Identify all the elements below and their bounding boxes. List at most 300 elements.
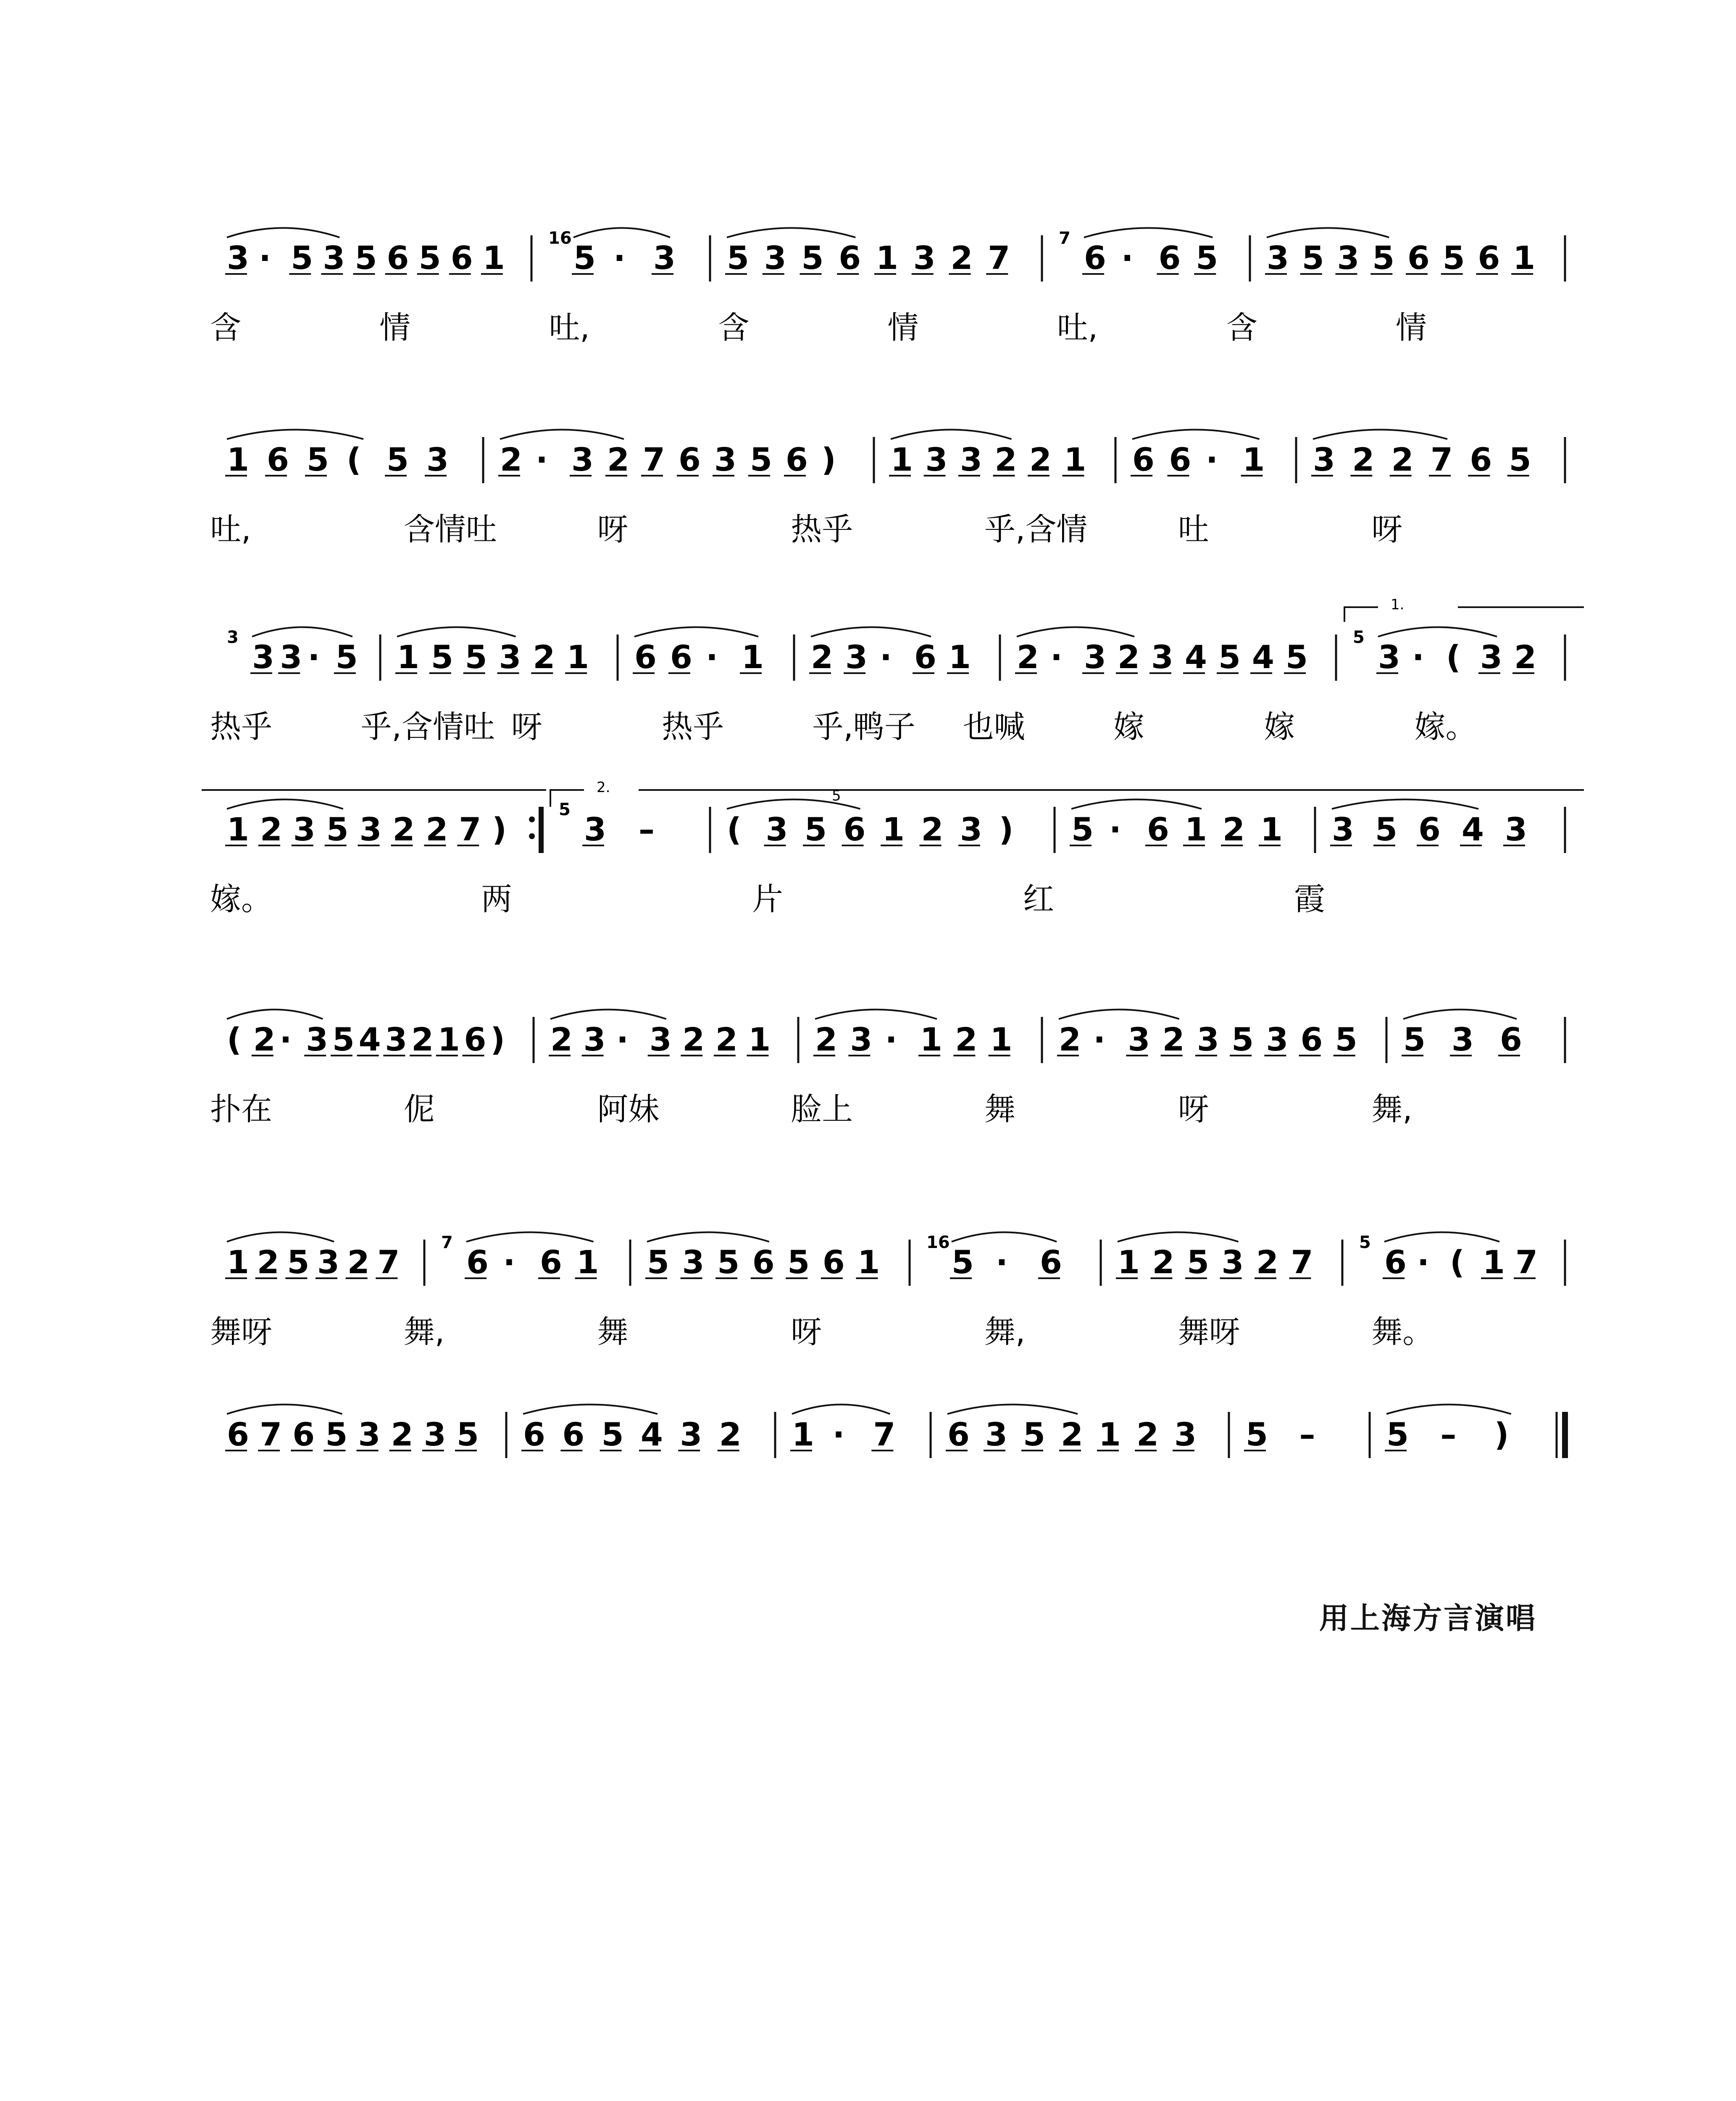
note: 4 (1252, 638, 1274, 676)
note: 6 (752, 1243, 775, 1281)
note: 2 (253, 1021, 276, 1058)
note: 5 (1071, 811, 1094, 848)
note: 5 (307, 441, 329, 478)
note: 6 (466, 1243, 489, 1281)
note: 3 (925, 441, 948, 478)
note: 1 (482, 239, 505, 276)
note: 2 (1017, 638, 1039, 676)
note: 3 (682, 1243, 705, 1281)
note: 5 (573, 239, 596, 276)
lyric-text: 吐, (210, 511, 251, 548)
lyric-text: 霞 (1294, 881, 1325, 917)
note: 2 (950, 239, 973, 276)
slur (727, 228, 855, 238)
note: 3 (764, 239, 786, 276)
note: · (1093, 1021, 1106, 1058)
note: 1 (437, 1021, 460, 1058)
note: 5 (1196, 239, 1218, 276)
note: 6 (540, 1243, 562, 1281)
slur (227, 228, 339, 238)
note: 5 (805, 811, 827, 848)
lyric-text: 乎,鸭子 (812, 709, 915, 745)
slur (815, 1010, 937, 1019)
note: – (639, 811, 655, 848)
lyric-text: 扑在 (210, 1091, 272, 1127)
slur (500, 430, 624, 440)
note: 5 (1187, 1243, 1209, 1281)
note: 2 (391, 1416, 413, 1453)
note: · (1412, 638, 1424, 676)
note: 1 (1513, 239, 1536, 276)
note: 6 (914, 638, 936, 676)
note: · (1206, 441, 1218, 478)
note: 5 (1286, 638, 1308, 676)
slur (811, 627, 931, 637)
note: · (308, 638, 320, 676)
note: 3 (850, 1021, 873, 1058)
slur (792, 1405, 890, 1414)
note: 6 (670, 638, 692, 676)
lyric-text: 两 (481, 881, 512, 917)
lyric-text: 热乎 (662, 709, 724, 745)
slur (1084, 228, 1213, 238)
note: 2 (1059, 1021, 1081, 1058)
note: 6 (1040, 1243, 1062, 1281)
note: · (616, 1021, 629, 1058)
slur (947, 1405, 1078, 1414)
note: 2 (260, 811, 282, 848)
note: · (1050, 638, 1063, 676)
note: 1 (397, 638, 419, 676)
note: 5 (287, 1243, 310, 1281)
slur (466, 1232, 594, 1242)
note: 1 (1064, 441, 1086, 478)
note: 1 (891, 441, 913, 478)
note: 5 (1375, 811, 1397, 848)
note: 1 (227, 811, 249, 848)
note: 6 (843, 811, 866, 848)
note: 5 (326, 811, 349, 848)
lyric-text: 阿妹 (597, 1091, 660, 1127)
note: 5 (456, 1416, 479, 1453)
note: 2 (921, 811, 944, 848)
note: 3 (1174, 1416, 1197, 1453)
note: 1 (876, 239, 898, 276)
note: ( (1450, 1243, 1465, 1281)
slur (1378, 627, 1497, 637)
slur (1386, 1405, 1511, 1414)
grace-note: 3 (227, 628, 239, 647)
note: 5 (465, 638, 487, 676)
lyric-text: 嫁。 (210, 881, 272, 917)
note: 1 (227, 1243, 249, 1281)
slur (550, 1010, 666, 1019)
note: 1 (567, 638, 589, 676)
lyric-text: 嫁 (1264, 709, 1295, 745)
note: 3 (1480, 638, 1502, 676)
note: 6 (227, 1416, 249, 1453)
note: 3 (359, 811, 382, 848)
note: · (1109, 811, 1121, 848)
slur (1059, 1010, 1179, 1019)
note: 6 (267, 441, 289, 478)
lyric-text: 吐 (1178, 511, 1209, 548)
note: 5 (1386, 1416, 1409, 1453)
note: 3 (293, 811, 316, 848)
note: 5 (647, 1243, 669, 1281)
note: 5 (1372, 239, 1395, 276)
note: 6 (292, 1416, 315, 1453)
lyric-text: 脸上 (791, 1091, 853, 1127)
volta-number: 1. (1391, 596, 1405, 613)
slur (227, 430, 363, 440)
note: 3 (714, 441, 736, 478)
note: 6 (1478, 239, 1500, 276)
note: 6 (822, 1243, 845, 1281)
grace-note: 5 (1353, 628, 1365, 647)
note: ) (999, 811, 1014, 848)
note: 3 (385, 1021, 408, 1058)
note: 6 (1147, 811, 1169, 848)
note: 1 (857, 1243, 880, 1281)
note: 5 (1246, 1416, 1268, 1453)
note: 3 (583, 1021, 606, 1058)
note: ) (490, 1021, 505, 1058)
note: 5 (717, 1243, 740, 1281)
note: 2 (1118, 638, 1140, 676)
grace-note: 5 (559, 800, 571, 819)
note: ( (1446, 638, 1461, 676)
lyric-text: 舞 (984, 1091, 1015, 1127)
note: 3 (845, 638, 868, 676)
note: 3 (1266, 1021, 1289, 1058)
note: 3 (913, 239, 936, 276)
note: 6 (523, 1416, 545, 1453)
note: 3 (306, 1021, 329, 1058)
note: 2 (955, 1021, 978, 1058)
note: 3 (1221, 1243, 1244, 1281)
volta-number: 2. (597, 779, 610, 796)
note: 5 (325, 1416, 348, 1453)
note: 5 (787, 1243, 810, 1281)
note: 3 (1332, 811, 1354, 848)
note: ( (227, 1021, 242, 1058)
note: 2 (426, 811, 448, 848)
note: 5 (1335, 1021, 1357, 1058)
lyric-text: 情 (379, 310, 411, 346)
note: 6 (1418, 811, 1441, 848)
slur (227, 1010, 323, 1019)
note: 2 (1223, 811, 1245, 848)
note: 1 (792, 1416, 814, 1453)
note: 3 (1197, 1021, 1219, 1058)
lyric-text: 舞, (984, 1314, 1026, 1350)
lyric-text: 吐, (1057, 310, 1098, 346)
note: 5 (431, 638, 453, 676)
note: · (706, 638, 718, 676)
note: 7 (988, 239, 1010, 276)
repeat-dot (529, 816, 535, 822)
note: 6 (562, 1416, 585, 1453)
note: 7 (1431, 441, 1453, 478)
note: 1 (1260, 811, 1283, 848)
lyric-text: 含 (210, 310, 241, 346)
slur (647, 1232, 769, 1242)
performance-note: 用上海方言演唱 (1319, 1601, 1537, 1635)
note: 3 (1267, 239, 1289, 276)
lyric-text: 含 (718, 310, 750, 346)
note: 5 (1023, 1416, 1045, 1453)
note: 7 (1291, 1243, 1313, 1281)
grace-note: 5 (1359, 1233, 1371, 1252)
slur (523, 1405, 658, 1414)
lyric-text: 呀 (1371, 511, 1403, 548)
note: 2 (1162, 1021, 1185, 1058)
note: 1 (227, 441, 249, 478)
note: 5 (727, 239, 749, 276)
note: 6 (679, 441, 701, 478)
lyric-text: 舞 (597, 1314, 629, 1350)
lyric-text: 乎,含情吐 (360, 709, 495, 745)
lyric-text: 舞, (403, 1314, 445, 1350)
repeat-dot (529, 833, 535, 839)
note: ( (727, 811, 742, 848)
lyric-text: 嫁 (1113, 709, 1144, 745)
note: 5 (418, 239, 441, 276)
note: 7 (260, 1416, 282, 1453)
note: ( (347, 441, 361, 478)
note: 3 (317, 1243, 339, 1281)
repeat-barline (539, 807, 544, 853)
note: 6 (1132, 441, 1155, 478)
note: – (1440, 1416, 1457, 1453)
note: 2 (682, 1021, 705, 1058)
note: 5 (1442, 239, 1465, 276)
grace-note: 7 (1059, 229, 1071, 248)
slur (1332, 800, 1478, 809)
note: 2 (1352, 441, 1375, 478)
grace-note: 7 (441, 1233, 453, 1252)
note: 5 (387, 441, 409, 478)
slur (1313, 430, 1447, 440)
note: 7 (377, 1243, 400, 1281)
note: 5 (750, 441, 772, 478)
tuplet-number: 5 (832, 787, 841, 804)
slur (252, 627, 352, 637)
note: 3 (1378, 638, 1400, 676)
note: 7 (1515, 1243, 1538, 1281)
slur (634, 627, 758, 637)
note: · (1121, 239, 1134, 276)
note: 5 (335, 638, 358, 676)
lyric-text: 热乎 (791, 511, 853, 548)
lyric-text: 热乎 (210, 709, 272, 745)
note: · (613, 239, 626, 276)
note: 6 (1407, 239, 1430, 276)
note: 6 (634, 638, 657, 676)
note: 4 (358, 1021, 381, 1058)
grace-note: 16 (548, 229, 572, 248)
note: 3 (1084, 638, 1106, 676)
note: 3 (252, 638, 274, 676)
note: 3 (985, 1416, 1007, 1453)
lyric-text: 呀 (791, 1314, 822, 1350)
slur (573, 228, 670, 238)
note: 4 (641, 1416, 663, 1453)
note: 6 (387, 239, 409, 276)
lyric-text: 含 (1226, 310, 1257, 346)
lyric-text: 呀 (597, 511, 629, 548)
note: ) (821, 441, 836, 478)
note: 2 (257, 1243, 279, 1281)
note: 6 (1384, 1243, 1407, 1281)
lyric-text: 吐, (549, 310, 590, 346)
lyric-text: 呀 (1178, 1091, 1209, 1127)
note: 4 (1462, 811, 1484, 848)
note: 5 (1403, 1021, 1426, 1058)
slur (1267, 228, 1389, 238)
note: 6 (464, 1021, 487, 1058)
lyric-text: 呀 (511, 709, 542, 745)
note: 2 (719, 1416, 742, 1453)
note: 3 (571, 441, 594, 478)
note: 1 (742, 638, 764, 676)
note: 3 (1337, 239, 1360, 276)
note: 2 (1029, 441, 1052, 478)
note: 3 (499, 638, 521, 676)
note: 3 (426, 441, 449, 478)
note: 5 (332, 1021, 355, 1058)
note: 1 (990, 1021, 1013, 1058)
note: 6 (450, 239, 473, 276)
final-barline-thick (1562, 1412, 1568, 1458)
lyric-text: 红 (1023, 881, 1054, 917)
note: 2 (1391, 441, 1414, 478)
note: 1 (920, 1021, 942, 1058)
slur (1384, 1232, 1499, 1242)
note: 2 (1256, 1243, 1278, 1281)
lyric-text: 舞, (1371, 1091, 1412, 1127)
slur (1403, 1010, 1517, 1019)
note: 6 (1300, 1021, 1323, 1058)
note: 1 (748, 1021, 771, 1058)
note: 1 (576, 1243, 599, 1281)
slur (227, 1405, 342, 1414)
note: 5 (801, 239, 824, 276)
note: 5 (952, 1243, 974, 1281)
lyric-text: 舞呀 (210, 1314, 272, 1350)
note: 7 (459, 811, 481, 848)
note: 6 (1169, 441, 1192, 478)
note: 2 (811, 638, 833, 676)
note: 2 (1514, 638, 1536, 676)
lyric-text: 舞呀 (1178, 1314, 1240, 1350)
note: · (279, 1021, 292, 1058)
slur (1118, 1232, 1239, 1242)
note: · (536, 441, 548, 478)
note: 6 (1158, 239, 1181, 276)
note: 6 (1500, 1021, 1522, 1058)
note: ) (492, 811, 507, 848)
note: 3 (649, 1021, 672, 1058)
note: 1 (882, 811, 905, 848)
music-notation (202, 228, 1584, 1459)
note: 3 (1151, 638, 1173, 676)
note: 3 (584, 811, 606, 848)
note: 1 (1118, 1243, 1140, 1281)
note: 1 (949, 638, 971, 676)
note: 3 (960, 441, 982, 478)
slur (397, 627, 516, 637)
note: 6 (1084, 239, 1106, 276)
lyric-text: 嫁。 (1414, 709, 1477, 745)
note: 2 (533, 638, 555, 676)
note: 3 (1505, 811, 1527, 848)
slur (227, 800, 343, 809)
note: 1 (1099, 1416, 1121, 1453)
note: · (259, 239, 271, 276)
note: 3 (1452, 1021, 1474, 1058)
note: 5 (1218, 638, 1241, 676)
note: 4 (1185, 638, 1207, 676)
lyric-text: 片 (752, 881, 783, 917)
note: · (832, 1416, 845, 1453)
note: 2 (994, 441, 1017, 478)
note: 2 (715, 1021, 738, 1058)
note: · (996, 1243, 1008, 1281)
note: 7 (873, 1416, 896, 1453)
note: ) (1494, 1416, 1509, 1453)
note: 7 (643, 441, 665, 478)
lyric-text: 乎,含情 (984, 511, 1088, 548)
volta-bracket (1344, 607, 1378, 622)
grace-note: 16 (926, 1233, 950, 1252)
note: · (503, 1243, 516, 1281)
note: 3 (1128, 1021, 1150, 1058)
note: 2 (1136, 1416, 1159, 1453)
note: 5 (1231, 1021, 1254, 1058)
slur (891, 430, 1012, 440)
lyric-text: 含情吐 (403, 511, 497, 548)
note: 5 (601, 1416, 624, 1453)
note: 3 (680, 1416, 702, 1453)
note: 2 (347, 1243, 370, 1281)
note: 5 (1302, 239, 1324, 276)
note: 1 (1242, 441, 1265, 478)
note: 3 (323, 239, 345, 276)
slur (227, 1232, 334, 1242)
note: 6 (786, 441, 808, 478)
slur (1017, 627, 1134, 637)
note: – (1299, 1416, 1315, 1453)
note: · (885, 1021, 897, 1058)
lyric-text: 舞。 (1371, 1314, 1434, 1350)
note: 2 (392, 811, 415, 848)
lyric-text: 情 (1395, 310, 1427, 346)
slur (1071, 800, 1202, 809)
lyric-text: 伲 (403, 1091, 435, 1127)
lyric-text: 情 (887, 310, 919, 346)
note: 2 (411, 1021, 434, 1058)
note: 1 (1483, 1243, 1505, 1281)
note: 3 (423, 1416, 446, 1453)
note: 2 (500, 441, 522, 478)
note: 6 (839, 239, 861, 276)
note: 1 (1185, 811, 1207, 848)
note: 3 (653, 239, 676, 276)
note: 3 (765, 811, 788, 848)
lyric-text: 也喊 (963, 709, 1025, 745)
